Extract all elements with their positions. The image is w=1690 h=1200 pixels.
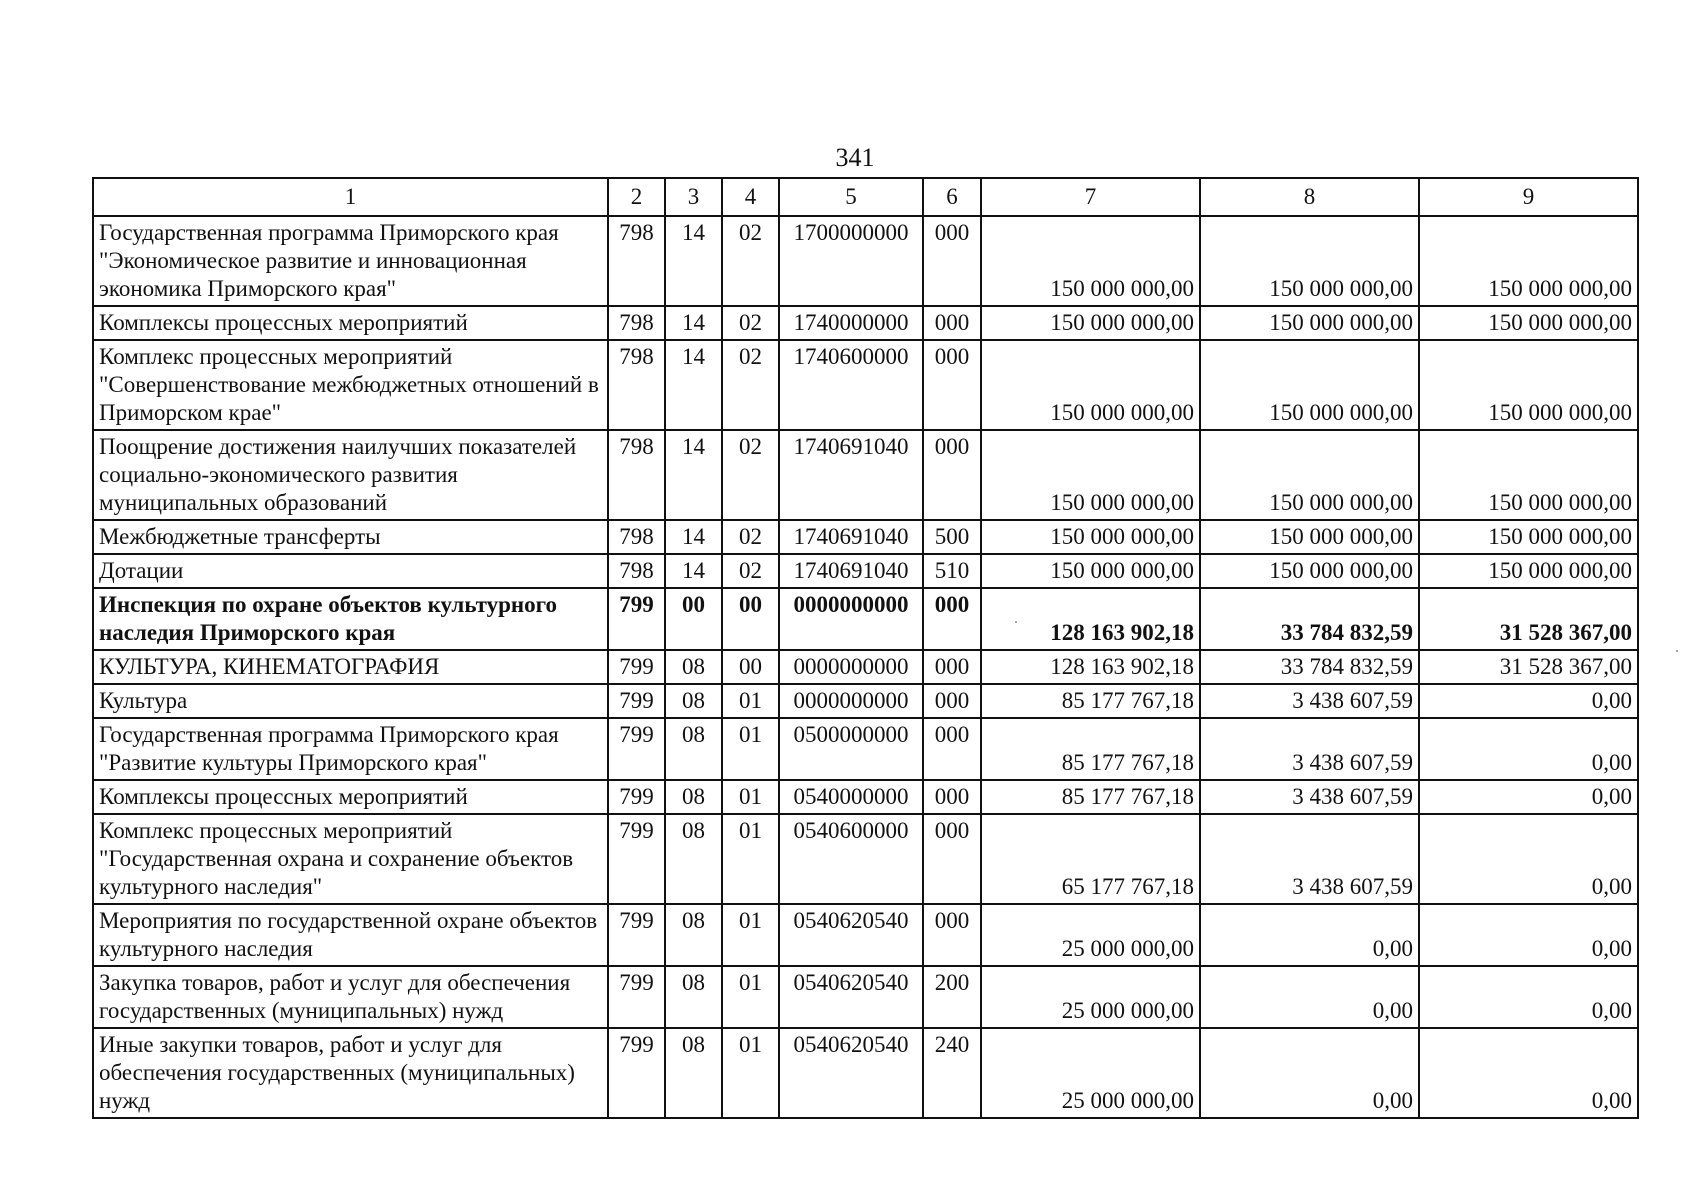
amount-cell: 0,00 xyxy=(1200,966,1419,1028)
row-name-cell: Комплексы процессных мероприятий xyxy=(93,306,608,340)
code-cell: 1700000000 xyxy=(779,216,923,306)
code-cell: 000 xyxy=(923,340,981,430)
code-cell: 0500000000 xyxy=(779,718,923,780)
table-row xyxy=(93,306,1638,340)
amount-cell: 31 528 367,00 xyxy=(1419,588,1638,650)
amount-cell: 85 177 767,18 xyxy=(981,684,1200,718)
table-row xyxy=(93,814,1638,904)
table-body xyxy=(93,178,1638,1118)
code-cell: 1740000000 xyxy=(779,306,923,340)
header-cell: 8 xyxy=(1200,178,1419,216)
amount-cell: 3 438 607,59 xyxy=(1200,684,1419,718)
code-cell: 08 xyxy=(665,650,722,684)
code-cell: 0540620540 xyxy=(779,904,923,966)
row-name-cell: Мероприятия по государственной охране объектов культурного наследия xyxy=(93,904,608,966)
code-cell: 799 xyxy=(608,780,665,814)
amount-cell: 33 784 832,59 xyxy=(1200,650,1419,684)
amount-cell: 150 000 000,00 xyxy=(1200,520,1419,554)
row-name-cell: КУЛЬТУРА, КИНЕМАТОГРАФИЯ xyxy=(93,650,608,684)
amount-cell: 0,00 xyxy=(1419,1028,1638,1118)
amount-cell: 150 000 000,00 xyxy=(1419,306,1638,340)
header-cell: 6 xyxy=(923,178,981,216)
amount-cell: 150 000 000,00 xyxy=(1419,554,1638,588)
amount-cell: 0,00 xyxy=(1419,684,1638,718)
code-cell: 08 xyxy=(665,718,722,780)
code-cell: 02 xyxy=(722,554,779,588)
code-cell: 200 xyxy=(923,966,981,1028)
amount-cell: 3 438 607,59 xyxy=(1200,780,1419,814)
code-cell: 799 xyxy=(608,1028,665,1118)
code-cell: 0000000000 xyxy=(779,588,923,650)
code-cell: 798 xyxy=(608,340,665,430)
amount-cell: 25 000 000,00 xyxy=(981,966,1200,1028)
table-row xyxy=(93,966,1638,1028)
row-name-cell: Поощрение достижения наилучших показателей социально-экономического развития муниципальных образований xyxy=(93,430,608,520)
amount-cell: 0,00 xyxy=(1200,1028,1419,1118)
budget-table xyxy=(92,177,1639,1119)
code-cell: 14 xyxy=(665,554,722,588)
scan-speck xyxy=(1015,621,1017,623)
header-cell: 1 xyxy=(93,178,608,216)
amount-cell: 150 000 000,00 xyxy=(981,430,1200,520)
table-row xyxy=(93,684,1638,718)
header-cell: 7 xyxy=(981,178,1200,216)
amount-cell: 128 163 902,18 xyxy=(981,588,1200,650)
row-name-cell: Государственная программа Приморского края "Экономическое развитие и инновационная экономика Приморского края" xyxy=(93,216,608,306)
amount-cell: 150 000 000,00 xyxy=(1200,306,1419,340)
code-cell: 01 xyxy=(722,904,779,966)
amount-cell: 150 000 000,00 xyxy=(1200,430,1419,520)
row-name-cell: Культура xyxy=(93,684,608,718)
code-cell: 0540620540 xyxy=(779,966,923,1028)
code-cell: 798 xyxy=(608,216,665,306)
code-cell: 01 xyxy=(722,718,779,780)
row-name-cell: Закупка товаров, работ и услуг для обеспечения государственных (муниципальных) нужд xyxy=(93,966,608,1028)
amount-cell: 0,00 xyxy=(1419,718,1638,780)
code-cell: 000 xyxy=(923,814,981,904)
amount-cell: 150 000 000,00 xyxy=(1419,520,1638,554)
amount-cell: 25 000 000,00 xyxy=(981,1028,1200,1118)
amount-cell: 3 438 607,59 xyxy=(1200,814,1419,904)
amount-cell: 128 163 902,18 xyxy=(981,650,1200,684)
code-cell: 000 xyxy=(923,216,981,306)
code-cell: 0540600000 xyxy=(779,814,923,904)
amount-cell: 0,00 xyxy=(1419,966,1638,1028)
code-cell: 000 xyxy=(923,904,981,966)
code-cell: 08 xyxy=(665,1028,722,1118)
code-cell: 14 xyxy=(665,340,722,430)
header-cell: 3 xyxy=(665,178,722,216)
row-name-cell: Комплекс процессных мероприятий "Государственная охрана и сохранение объектов культурного наследия" xyxy=(93,814,608,904)
code-cell: 000 xyxy=(923,780,981,814)
amount-cell: 85 177 767,18 xyxy=(981,718,1200,780)
amount-cell: 150 000 000,00 xyxy=(981,340,1200,430)
header-cell: 9 xyxy=(1419,178,1638,216)
code-cell: 799 xyxy=(608,966,665,1028)
amount-cell: 150 000 000,00 xyxy=(981,306,1200,340)
row-name-cell: Комплекс процессных мероприятий "Совершенствование межбюджетных отношений в Приморском крае" xyxy=(93,340,608,430)
table-row xyxy=(93,718,1638,780)
table-row xyxy=(93,340,1638,430)
code-cell: 14 xyxy=(665,306,722,340)
code-cell: 000 xyxy=(923,718,981,780)
code-cell: 02 xyxy=(722,306,779,340)
code-cell: 01 xyxy=(722,966,779,1028)
code-cell: 000 xyxy=(923,588,981,650)
amount-cell: 150 000 000,00 xyxy=(1419,216,1638,306)
table-row xyxy=(93,650,1638,684)
code-cell: 01 xyxy=(722,1028,779,1118)
code-cell: 14 xyxy=(665,520,722,554)
code-cell: 01 xyxy=(722,814,779,904)
amount-cell: 85 177 767,18 xyxy=(981,780,1200,814)
amount-cell: 3 438 607,59 xyxy=(1200,718,1419,780)
header-cell: 2 xyxy=(608,178,665,216)
code-cell: 799 xyxy=(608,814,665,904)
amount-cell: 33 784 832,59 xyxy=(1200,588,1419,650)
code-cell: 799 xyxy=(608,904,665,966)
table-row xyxy=(93,554,1638,588)
amount-cell: 0,00 xyxy=(1419,780,1638,814)
code-cell: 510 xyxy=(923,554,981,588)
code-cell: 02 xyxy=(722,340,779,430)
amount-cell: 150 000 000,00 xyxy=(981,216,1200,306)
code-cell: 500 xyxy=(923,520,981,554)
table-row xyxy=(93,904,1638,966)
code-cell: 798 xyxy=(608,430,665,520)
code-cell: 08 xyxy=(665,684,722,718)
table-row xyxy=(93,1028,1638,1118)
code-cell: 000 xyxy=(923,684,981,718)
code-cell: 00 xyxy=(665,588,722,650)
code-cell: 798 xyxy=(608,554,665,588)
code-cell: 799 xyxy=(608,684,665,718)
row-name-cell: Иные закупки товаров, работ и услуг для обеспечения государственных (муниципальных) нужд xyxy=(93,1028,608,1118)
amount-cell: 150 000 000,00 xyxy=(981,520,1200,554)
header-cell: 5 xyxy=(779,178,923,216)
code-cell: 000 xyxy=(923,650,981,684)
scan-speck xyxy=(1676,650,1678,652)
code-cell: 14 xyxy=(665,430,722,520)
code-cell: 02 xyxy=(722,520,779,554)
code-cell: 14 xyxy=(665,216,722,306)
code-cell: 0000000000 xyxy=(779,650,923,684)
code-cell: 799 xyxy=(608,588,665,650)
table-row xyxy=(93,588,1638,650)
table-row xyxy=(93,780,1638,814)
code-cell: 1740600000 xyxy=(779,340,923,430)
amount-cell: 0,00 xyxy=(1200,904,1419,966)
code-cell: 798 xyxy=(608,306,665,340)
code-cell: 1740691040 xyxy=(779,520,923,554)
code-cell: 000 xyxy=(923,430,981,520)
code-cell: 08 xyxy=(665,904,722,966)
code-cell: 799 xyxy=(608,718,665,780)
amount-cell: 65 177 767,18 xyxy=(981,814,1200,904)
amount-cell: 31 528 367,00 xyxy=(1419,650,1638,684)
code-cell: 02 xyxy=(722,216,779,306)
table-row xyxy=(93,520,1638,554)
amount-cell: 150 000 000,00 xyxy=(1419,340,1638,430)
code-cell: 240 xyxy=(923,1028,981,1118)
row-name-cell: Межбюджетные трансферты xyxy=(93,520,608,554)
code-cell: 02 xyxy=(722,430,779,520)
code-cell: 00 xyxy=(722,650,779,684)
page-number: 341 xyxy=(835,143,875,172)
code-cell: 00 xyxy=(722,588,779,650)
code-cell: 799 xyxy=(608,650,665,684)
code-cell: 08 xyxy=(665,814,722,904)
code-cell: 01 xyxy=(722,780,779,814)
amount-cell: 150 000 000,00 xyxy=(1419,430,1638,520)
header-row xyxy=(93,178,1638,216)
amount-cell: 150 000 000,00 xyxy=(1200,216,1419,306)
code-cell: 798 xyxy=(608,520,665,554)
amount-cell: 0,00 xyxy=(1419,904,1638,966)
table-row xyxy=(93,216,1638,306)
row-name-cell: Дотации xyxy=(93,554,608,588)
amount-cell: 0,00 xyxy=(1419,814,1638,904)
amount-cell: 150 000 000,00 xyxy=(1200,340,1419,430)
amount-cell: 25 000 000,00 xyxy=(981,904,1200,966)
amount-cell: 150 000 000,00 xyxy=(981,554,1200,588)
code-cell: 1740691040 xyxy=(779,554,923,588)
row-name-cell: Инспекция по охране объектов культурного наследия Приморского края xyxy=(93,588,608,650)
header-cell: 4 xyxy=(722,178,779,216)
code-cell: 0000000000 xyxy=(779,684,923,718)
row-name-cell: Комплексы процессных мероприятий xyxy=(93,780,608,814)
code-cell: 01 xyxy=(722,684,779,718)
code-cell: 000 xyxy=(923,306,981,340)
row-name-cell: Государственная программа Приморского края "Развитие культуры Приморского края" xyxy=(93,718,608,780)
amount-cell: 150 000 000,00 xyxy=(1200,554,1419,588)
code-cell: 0540000000 xyxy=(779,780,923,814)
code-cell: 0540620540 xyxy=(779,1028,923,1118)
code-cell: 1740691040 xyxy=(779,430,923,520)
code-cell: 08 xyxy=(665,966,722,1028)
code-cell: 08 xyxy=(665,780,722,814)
table-row xyxy=(93,430,1638,520)
